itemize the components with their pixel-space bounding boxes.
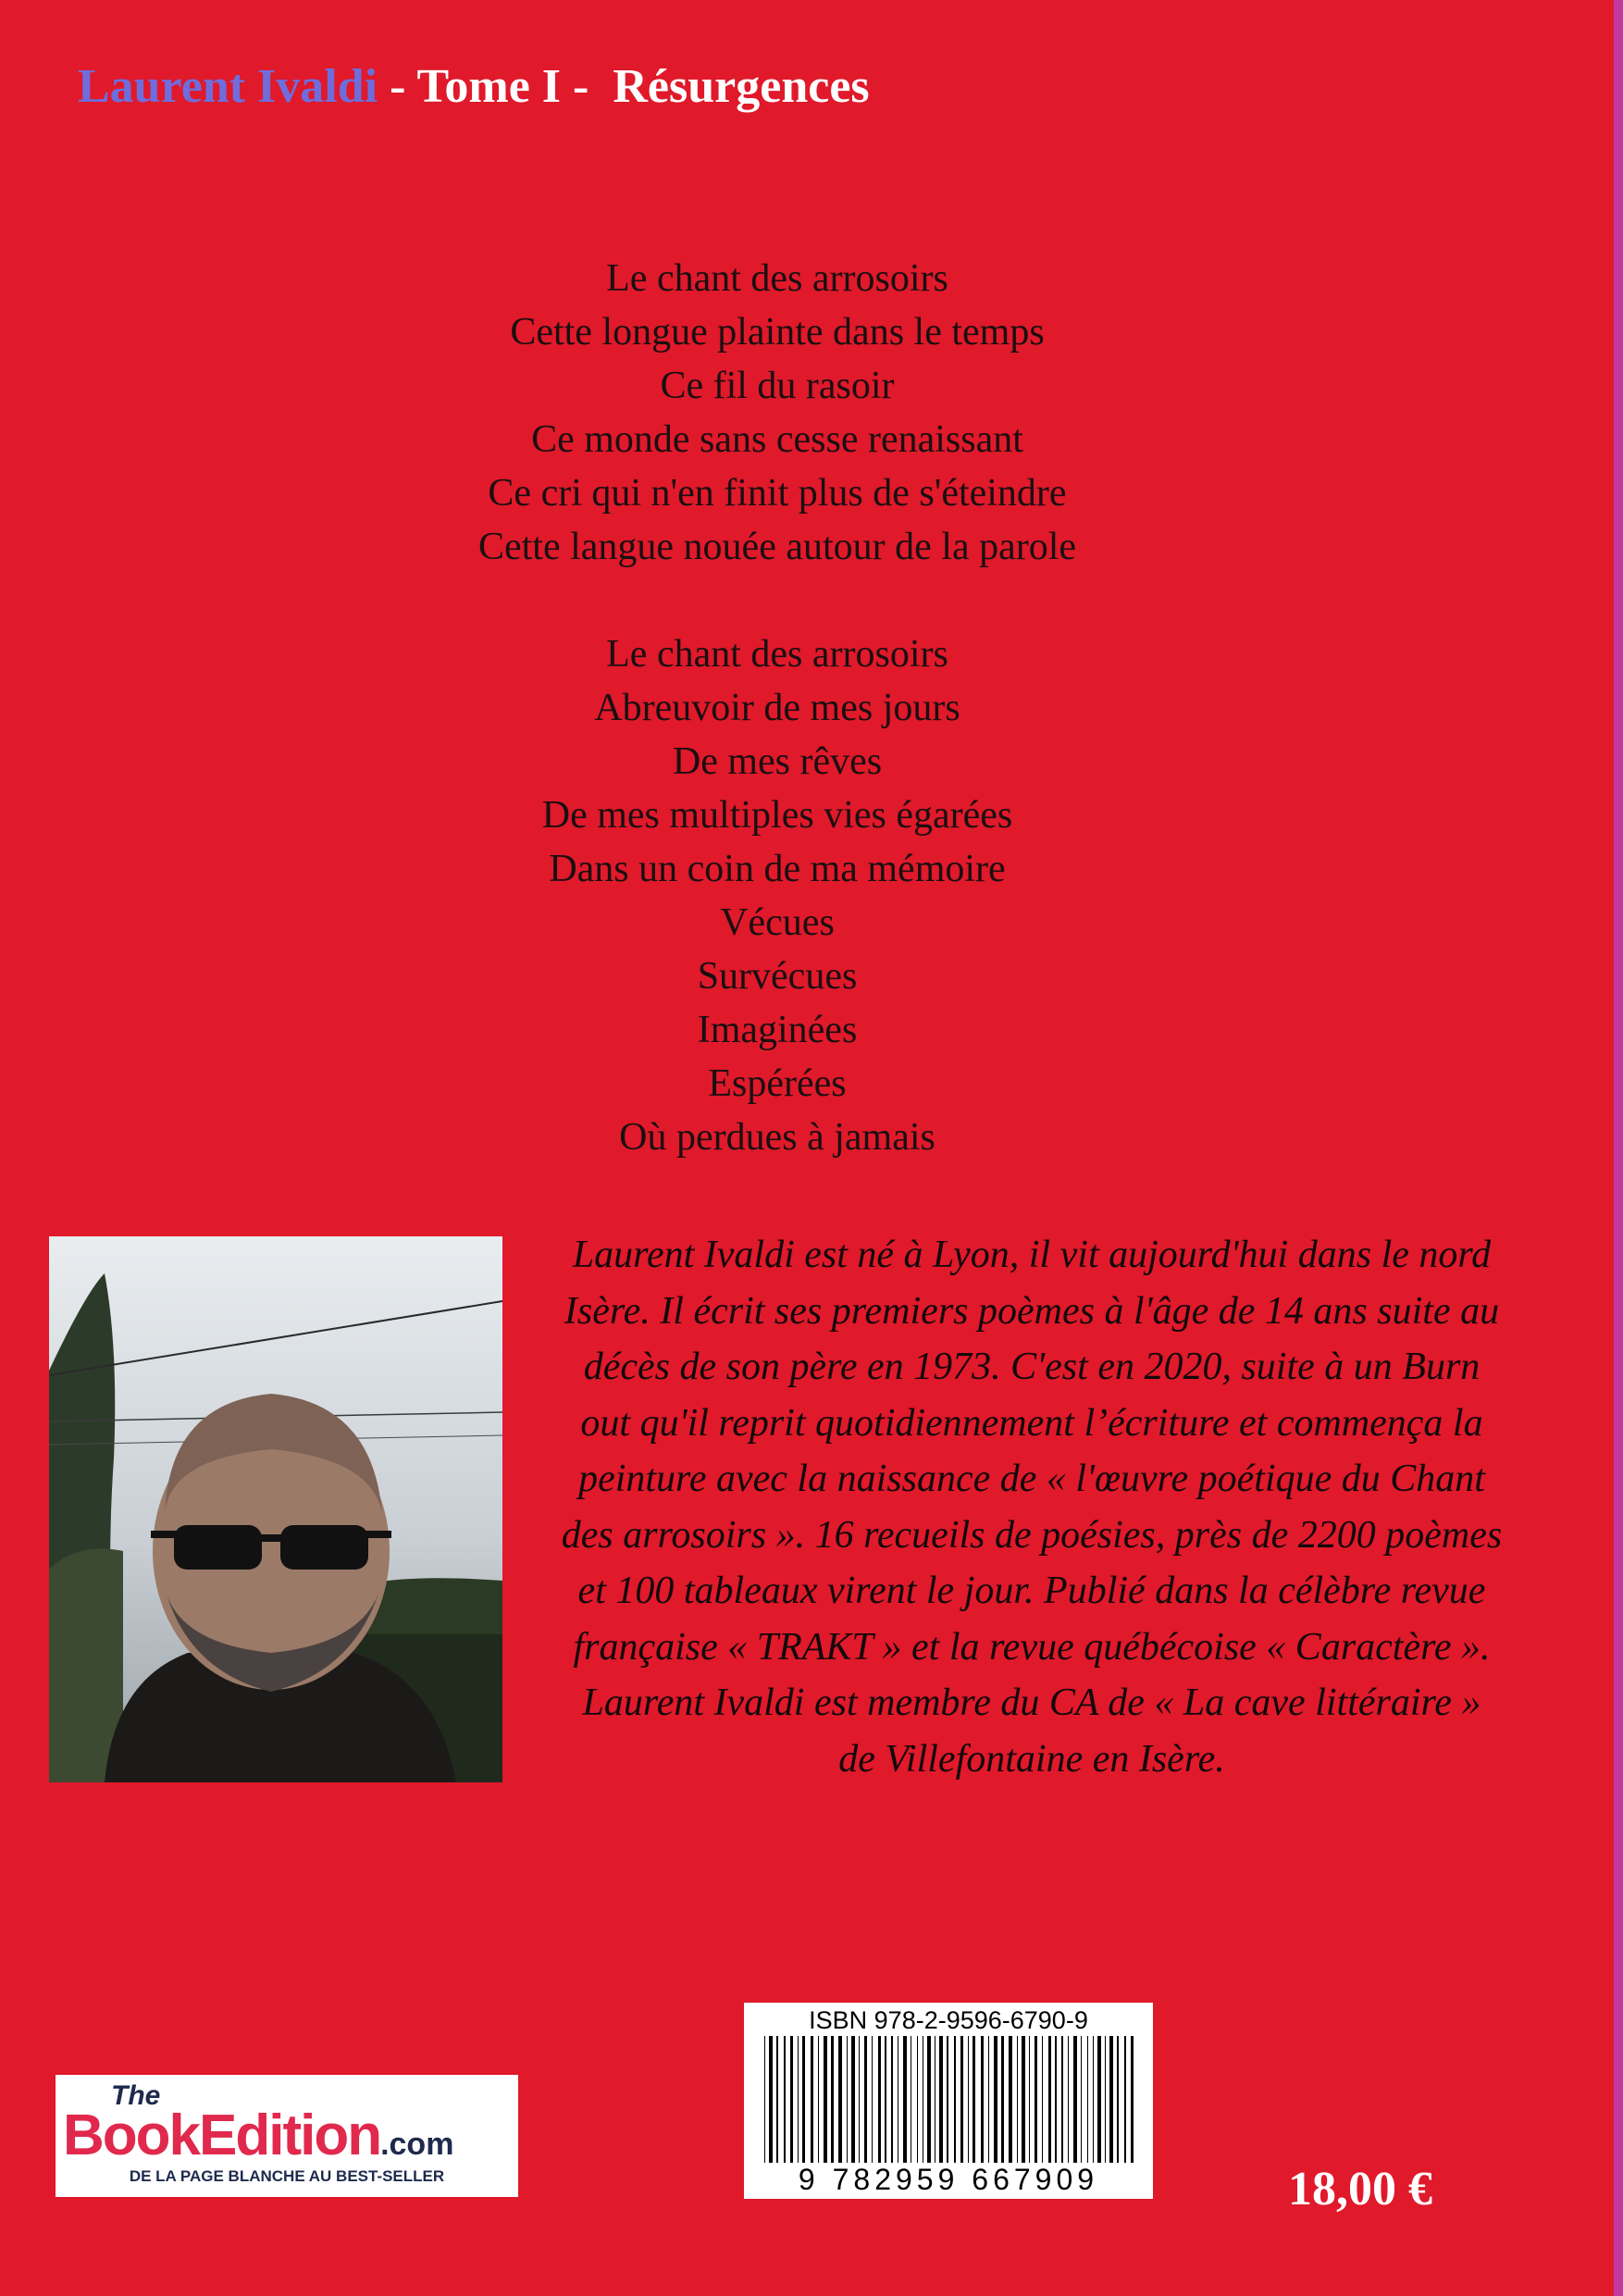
barcode-bar (1029, 2036, 1030, 2166)
logo-brand-text (63, 2103, 453, 2168)
barcode-bar (947, 2036, 948, 2166)
barcode-bar (960, 2036, 963, 2166)
poem-line: Abreuvoir de mes jours (594, 687, 960, 729)
barcode-bar (927, 2036, 931, 2166)
barcode-bar (811, 2036, 813, 2166)
barcode-bar (1001, 2036, 1004, 2166)
barcode-bar (1109, 2036, 1113, 2166)
barcode-bar (776, 2036, 778, 2166)
cover-edge-stripe (1614, 0, 1623, 2296)
barcode-bar (1105, 2036, 1106, 2166)
barcode-bar (790, 2036, 793, 2166)
logo-suffix: .com (380, 2127, 454, 2162)
poem-line: Cette longue plainte dans le temps (510, 311, 1045, 354)
barcode-bar (872, 2036, 873, 2166)
poem-line: Le chant des arrosoirs (606, 633, 948, 676)
bio-line: Laurent Ivaldi est membre du CA de « La cave littéraire » (582, 1682, 1481, 1724)
bio-line: out qu'il reprit quotidiennement l’écriture et commença la (580, 1401, 1483, 1445)
barcode-bar (847, 2036, 848, 2166)
poem-line: Ce cri qui n'en finit plus de s'éteindre (488, 472, 1067, 515)
logo-tagline: DE LA PAGE BLANCHE AU BEST-SELLER (129, 2167, 445, 2185)
bio-line: décès de son père en 1973. C'est en 2020, suite à un Burn (583, 1346, 1481, 1388)
isbn-barcode (744, 2003, 1153, 2199)
barcode-bar (1048, 2036, 1051, 2166)
poem-stanza-2 (0, 627, 1555, 1164)
logo-name: BookEdition (63, 2104, 381, 2167)
barcode-bar (981, 2036, 984, 2166)
barcode-bar (954, 2036, 956, 2166)
author-biography (518, 1227, 1545, 1787)
barcode-bar (818, 2036, 819, 2166)
author-name: Laurent Ivaldi (78, 60, 378, 113)
poem-line: De mes rêves (672, 740, 883, 783)
barcode-bar (851, 2036, 855, 2166)
bio-line: Laurent Ivaldi est né à Lyon, il vit aujourd'hui dans le nord (572, 1234, 1492, 1276)
barcode-bar (968, 2036, 969, 2166)
barcode-bar (973, 2036, 975, 2166)
barcode-bar (878, 2036, 881, 2166)
barcode-bar (917, 2036, 918, 2166)
barcode-bar (885, 2036, 886, 2166)
barcode-bar (1097, 2036, 1101, 2166)
poem-line: Ce fil du rasoir (660, 365, 895, 407)
barcode-bar (798, 2036, 799, 2166)
poem-line: Ce monde sans cesse renaissant (531, 418, 1023, 461)
barcode-bar (1035, 2036, 1037, 2166)
poem-line: Cette langue nouée autour de la parole (477, 526, 1077, 568)
price-label: 18,00 € (1288, 2163, 1432, 2215)
barcode-bar (838, 2036, 842, 2166)
barcode-bar (1022, 2036, 1025, 2166)
barcode-digits: 9 782959 667909 (744, 2163, 1153, 2197)
barcode-bar (831, 2036, 834, 2166)
barcode-bar (1081, 2036, 1082, 2166)
barcode-bar (784, 2036, 786, 2166)
bio-line: peinture avec la naissance de « l'œuvre poétique du Chant (578, 1458, 1485, 1500)
isbn-label: ISBN 978-2-9596-6790-9 (809, 2006, 1088, 2034)
bio-line: et 100 tableaux virent le jour. Publié dans la célèbre revue (577, 1570, 1486, 1612)
barcode-bar (1042, 2036, 1043, 2166)
barcode-bar (994, 2036, 997, 2166)
barcode-bar (1093, 2036, 1094, 2166)
barcode-bar (1073, 2036, 1077, 2166)
barcode-bar (1117, 2036, 1119, 2166)
poem-line: Espérées (708, 1062, 847, 1105)
poem-line: Le chant des arrosoirs (606, 257, 948, 300)
poem-line: Vécues (720, 901, 835, 944)
poem-line: De mes multiples vies égarées (541, 794, 1013, 837)
poem-stanza-1 (0, 252, 1555, 574)
logo-the-text: The (111, 2080, 161, 2111)
barcode-bar (864, 2036, 867, 2166)
poem-line: Survécues (697, 955, 858, 998)
bio-line: Isère. Il écrit ses premiers poèmes à l'âge de 14 ans suite au (564, 1289, 1500, 1333)
barcode-bar (1061, 2036, 1063, 2166)
barcode-bar (802, 2036, 805, 2166)
barcode-bar (891, 2036, 893, 2166)
barcode-bar (769, 2036, 773, 2166)
poem-line: Imaginées (697, 1009, 858, 1051)
bio-line: des arrosoirs ». 16 recueils de poésies, près de 2200 poèmes (561, 1513, 1503, 1557)
barcode-bar (903, 2036, 907, 2166)
barcode-bar (1131, 2036, 1134, 2166)
barcode-bar (824, 2036, 827, 2166)
book-title: Résurgences (613, 60, 870, 113)
bio-line: française « TRAKT » et la revue québécoise « Caractère ». (573, 1625, 1491, 1669)
barcode-bar (764, 2036, 765, 2166)
barcode-bar (988, 2036, 989, 2166)
barcode-bar (859, 2036, 860, 2166)
poem-line: Où perdues à jamais (619, 1116, 935, 1159)
tome-label: - Tome I - (378, 60, 601, 113)
author-photo (49, 1236, 502, 1782)
barcode-bar (1017, 2036, 1018, 2166)
barcode-bar (1068, 2036, 1069, 2166)
barcode-bar (1124, 2036, 1126, 2166)
cover-title (78, 59, 870, 114)
barcode-bar (1009, 2036, 1012, 2166)
poem-line: Dans un coin de ma mémoire (549, 848, 1006, 890)
bio-line: de Villefontaine en Isère. (838, 1737, 1225, 1781)
barcode-bar (1087, 2036, 1088, 2166)
barcode-bar (1055, 2036, 1057, 2166)
bookedition-logo (56, 2075, 518, 2197)
barcode-bar (939, 2036, 943, 2166)
